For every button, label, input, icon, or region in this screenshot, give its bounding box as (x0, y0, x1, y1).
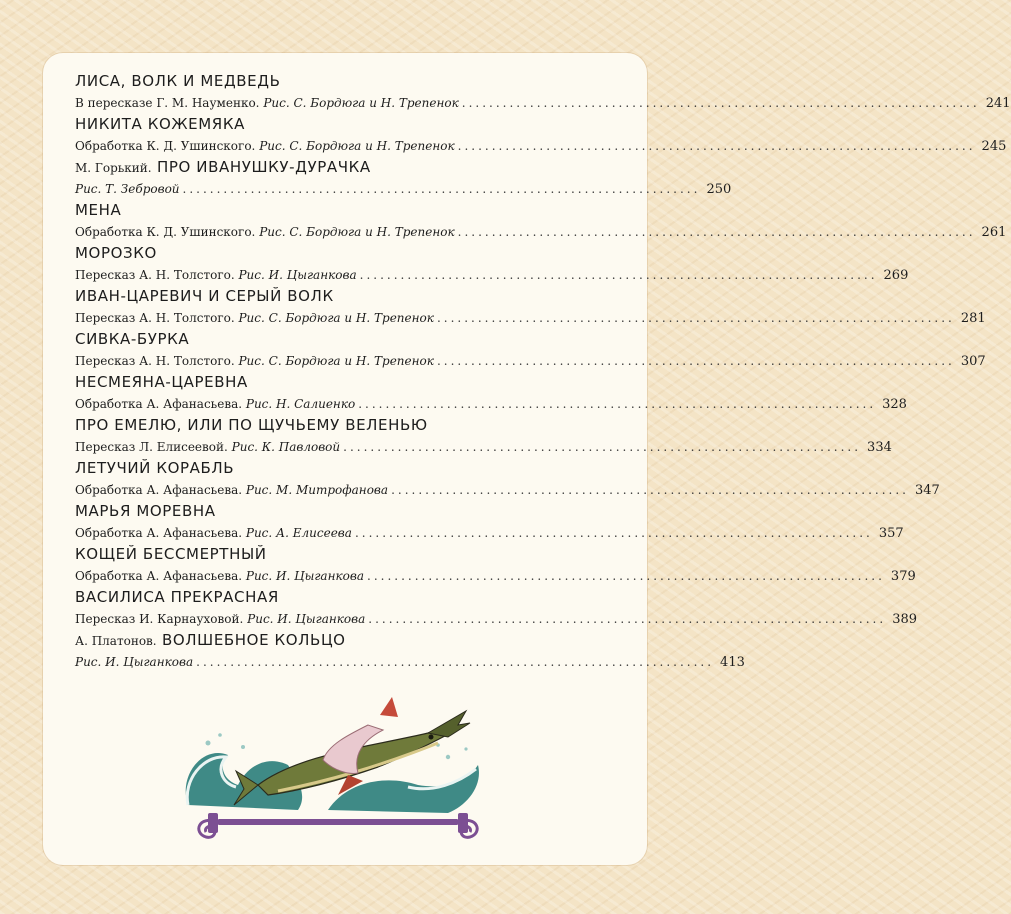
entry-page-number: 379 (890, 569, 916, 584)
entry-meta (75, 608, 918, 630)
dot-leader: ............................................................................ (457, 139, 976, 153)
entry-page-number: 334 (867, 440, 892, 455)
entry-illustrator: Рис. И. Цыганкова (247, 612, 366, 626)
entry-page-number: 261 (981, 225, 1007, 240)
entry-title: МОРОЗКО (75, 244, 157, 262)
pike-illustration (148, 685, 508, 845)
entry-adaptation: Пересказ И. Карнауховой. (75, 612, 244, 626)
entry-illustrator: Рис. Н. Салиенко (245, 397, 356, 411)
dot-leader: ............................................................................ (354, 526, 873, 540)
entry-title: ПРО ЕМЕЛЮ, ИЛИ ПО ЩУЧЬЕМУ ВЕЛЕНЬЮ (75, 416, 428, 434)
entry-illustrator: Рис. С. Бордюга и Н. Трепенок (263, 96, 459, 110)
entry-adaptation: В пересказе Г. М. Науменко. (75, 96, 260, 110)
entry-meta (75, 565, 916, 587)
entry-title-line (75, 501, 621, 522)
entry-illustrator: Рис. А. Елисеева (245, 526, 352, 540)
entry-page-number: 245 (981, 139, 1007, 154)
dot-leader: ............................................................................ (436, 311, 955, 325)
entry-meta (75, 135, 1007, 157)
entry-adaptation: Обработка А. Афанасьева. (75, 483, 243, 497)
toc-entry[interactable] (75, 544, 916, 587)
toc-entry[interactable] (75, 415, 892, 458)
entry-title: НИКИТА КОЖЕМЯКА (75, 115, 245, 133)
ornament-bar (199, 813, 477, 837)
entry-title-line (75, 630, 621, 651)
crown-hat (380, 697, 398, 717)
entry-illustrator: Рис. И. Цыганкова (245, 569, 365, 583)
entry-adaptation: Пересказ А. Н. Толстого. (75, 311, 235, 325)
dot-leader: ............................................................................ (436, 354, 955, 368)
entry-page-number: 307 (960, 354, 986, 369)
entry-title-line (75, 415, 621, 436)
entry-illustrator: Рис. М. Митрофанова (245, 483, 389, 497)
entry-meta (75, 350, 986, 372)
pike-eye (429, 735, 434, 740)
entry-title: ВАСИЛИСА ПРЕКРАСНАЯ (75, 588, 279, 606)
entry-meta (75, 651, 745, 673)
dot-leader: ............................................................................ (391, 483, 909, 497)
entry-page-number: 389 (892, 612, 918, 627)
entry-author: М. Горький. (75, 161, 152, 175)
entry-title-line (75, 544, 621, 565)
page-card (43, 53, 1011, 865)
entry-title: МАРЬЯ МОРЕВНА (75, 502, 216, 520)
toc-entry[interactable] (75, 630, 745, 673)
entry-page-number: 413 (720, 655, 745, 670)
entry-title-line (75, 114, 621, 135)
entry-page-number: 269 (883, 268, 909, 283)
entry-meta (75, 522, 904, 544)
entry-title-line (75, 372, 621, 393)
entry-illustrator: Рис. К. Павловой (231, 440, 341, 454)
dot-leader: ............................................................................ (367, 569, 885, 583)
entry-title: КОЩЕЙ БЕССМЕРТНЫЙ (75, 545, 267, 563)
entry-page-number: 281 (960, 311, 986, 326)
dot-leader: ............................................................................ (359, 268, 878, 282)
entry-title: ИВАН-ЦАРЕВИЧ И СЕРЫЙ ВОЛК (75, 287, 334, 305)
toc-entry[interactable] (75, 200, 1007, 243)
entry-adaptation: Обработка А. Афанасьева. (75, 569, 243, 583)
entry-page-number: 241 (985, 96, 1011, 111)
entry-title: ЛИСА, ВОЛК И МЕДВЕДЬ (75, 72, 281, 90)
entry-author: А. Платонов. (75, 634, 157, 648)
entry-meta (75, 221, 1007, 243)
dot-leader: ............................................................................ (196, 655, 715, 669)
entry-meta (75, 393, 907, 415)
table-of-contents (75, 71, 1011, 673)
entry-meta (75, 92, 1011, 114)
entry-title-line (75, 587, 621, 608)
entry-adaptation: Обработка А. Афанасьева. (75, 526, 243, 540)
entry-page-number: 347 (914, 483, 940, 498)
entry-adaptation: Пересказ А. Н. Толстого. (75, 268, 235, 282)
entry-meta (75, 178, 732, 200)
entry-illustrator: Рис. И. Цыганкова (75, 655, 194, 669)
pike-jaw (428, 711, 470, 737)
entry-illustrator: Рис. Т. Зебровой (75, 182, 180, 196)
toc-entry[interactable] (75, 286, 986, 329)
entry-illustrator: Рис. С. Бордюга и Н. Трепенок (238, 311, 434, 325)
entry-meta (75, 479, 940, 501)
entry-title: НЕСМЕЯНА-ЦАРЕВНА (75, 373, 248, 391)
dot-leader: ............................................................................ (182, 182, 701, 196)
entry-title-line (75, 157, 621, 178)
entry-meta (75, 264, 909, 286)
entry-adaptation: Обработка А. Афанасьева. (75, 397, 243, 411)
entry-illustrator: Рис. С. Бордюга и Н. Трепенок (238, 354, 434, 368)
entry-adaptation: Пересказ А. Н. Толстого. (75, 354, 235, 368)
entry-title-line (75, 286, 621, 307)
entry-adaptation: Обработка К. Д. Ушинского. (75, 225, 256, 239)
toc-entry[interactable] (75, 243, 909, 286)
entry-title: ВОЛШЕБНОЕ КОЛЬЦО (162, 631, 346, 649)
entry-page-number: 357 (878, 526, 904, 541)
dot-leader: ............................................................................ (343, 440, 862, 454)
entry-title-line (75, 200, 621, 221)
entry-title-line (75, 71, 621, 92)
entry-meta (75, 436, 892, 458)
dot-leader: ............................................................................ (457, 225, 976, 239)
entry-title: МЕНА (75, 201, 122, 219)
entry-meta (75, 307, 986, 329)
entry-illustrator: Рис. С. Бордюга и Н. Трепенок (259, 225, 455, 239)
entry-page-number: 250 (706, 182, 732, 197)
entry-illustrator: Рис. И. Цыганкова (238, 268, 357, 282)
toc-entry[interactable] (75, 329, 986, 372)
toc-entry[interactable] (75, 587, 918, 630)
entry-illustrator: Рис. С. Бордюга и Н. Трепенок (259, 139, 455, 153)
dot-leader: ............................................................................ (461, 96, 980, 110)
dot-leader: ............................................................................ (358, 397, 877, 411)
entry-title-line (75, 458, 621, 479)
entry-title: ПРО ИВАНУШКУ-ДУРАЧКА (157, 158, 371, 176)
toc-entry[interactable] (75, 372, 907, 415)
entry-title-line (75, 243, 621, 264)
entry-title-line (75, 329, 621, 350)
dot-leader: ............................................................................ (368, 612, 887, 626)
entry-title: СИВКА-БУРКА (75, 330, 190, 348)
entry-adaptation: Пересказ Л. Елисеевой. (75, 440, 228, 454)
entry-title: ЛЕТУЧИЙ КОРАБЛЬ (75, 459, 235, 477)
toc-entry[interactable] (75, 157, 732, 200)
entry-adaptation: Обработка К. Д. Ушинского. (75, 139, 256, 153)
toc-entry[interactable] (75, 71, 1011, 114)
toc-entry[interactable] (75, 458, 940, 501)
toc-entry[interactable] (75, 501, 904, 544)
entry-page-number: 328 (882, 397, 907, 412)
toc-entry[interactable] (75, 114, 1007, 157)
